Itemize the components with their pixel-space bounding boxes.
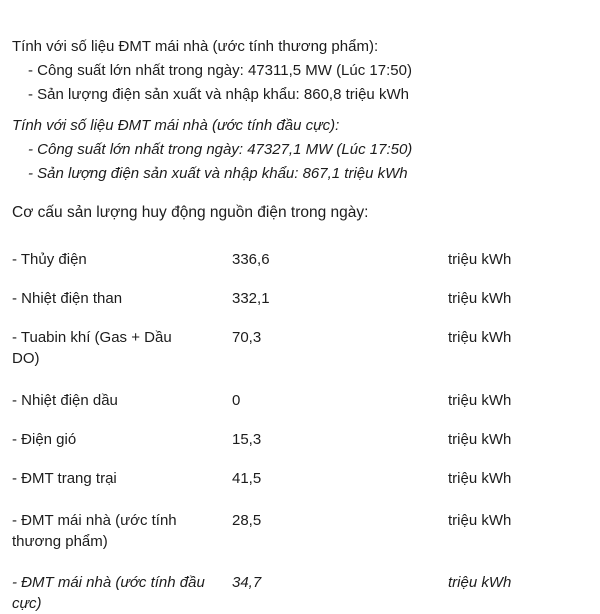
source-value: 70,3 — [232, 329, 262, 346]
source-unit: triệu kWh — [448, 251, 512, 268]
source-value: 28,5 — [232, 512, 262, 529]
source-unit: triệu kWh — [448, 431, 512, 448]
source-unit: triệu kWh — [448, 290, 512, 307]
source-value: 336,6 — [232, 251, 270, 268]
source-name: - ĐMT mái nhà (ước tính thương phẩm) — [12, 512, 177, 550]
source-value: 0 — [232, 392, 241, 409]
wellhead-section-title: Tính với số liệu ĐMT mái nhà (ước tính đầu cực): — [12, 117, 340, 134]
source-name: - ĐMT mái nhà (ước tính đầu cực) — [12, 574, 205, 612]
source-name: - Tuabin khí (Gas + Dầu DO) — [12, 329, 172, 367]
source-value: 332,1 — [232, 290, 270, 307]
source-name: - Thủy điện — [12, 251, 87, 268]
wellhead-max-capacity: - Công suất lớn nhất trong ngày: 47327,1 MW (Lúc 17:50) — [28, 141, 413, 158]
source-unit: triệu kWh — [448, 512, 512, 529]
source-name: - ĐMT trang trại — [12, 470, 117, 487]
table-row — [12, 572, 592, 612]
source-name: - Nhiệt điện dầu — [12, 392, 118, 409]
structure-heading: Cơ cấu sản lượng huy động nguồn điện trong ngày: — [12, 204, 369, 221]
source-value: 41,5 — [232, 470, 262, 487]
source-unit: triệu kWh — [448, 392, 512, 409]
source-unit: triệu kWh — [448, 470, 512, 487]
commercial-max-capacity: - Công suất lớn nhất trong ngày: 47311,5 MW (Lúc 17:50) — [28, 62, 412, 79]
commercial-output: - Sản lượng điện sản xuất và nhập khẩu: 860,8 triệu kWh — [28, 86, 409, 103]
commercial-section-title: Tính với số liệu ĐMT mái nhà (ước tính thương phẩm): — [12, 38, 379, 55]
source-unit: triệu kWh — [448, 329, 512, 346]
wellhead-output: - Sản lượng điện sản xuất và nhập khẩu: 867,1 triệu kWh — [28, 165, 408, 182]
source-unit: triệu kWh — [448, 574, 512, 591]
source-name: - Nhiệt điện than — [12, 290, 123, 307]
source-value: 34,7 — [232, 574, 262, 591]
source-name: - Điện gió — [12, 431, 77, 448]
source-value: 15,3 — [232, 431, 262, 448]
